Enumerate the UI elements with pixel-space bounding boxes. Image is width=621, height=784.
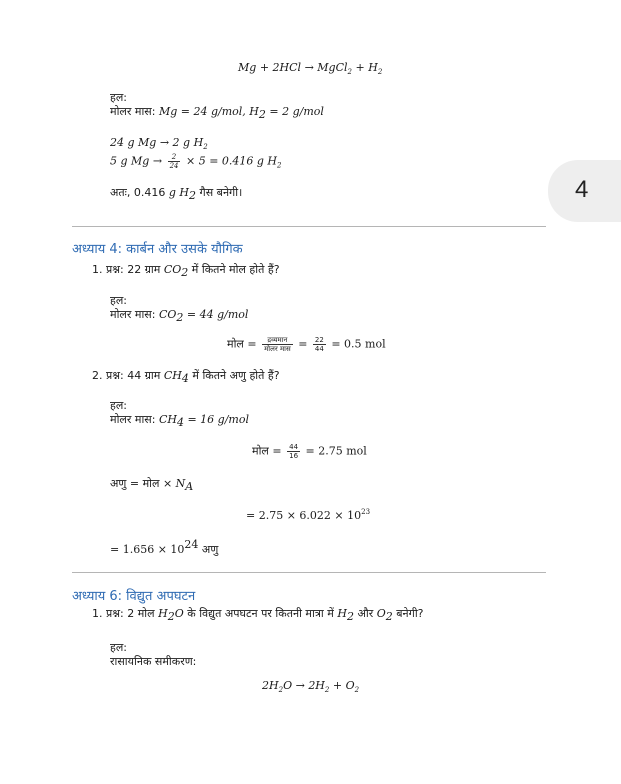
arrow-icon: → bbox=[295, 679, 309, 692]
eq-term-mg: Mg bbox=[238, 61, 257, 74]
fraction bbox=[168, 153, 181, 170]
question-2 bbox=[92, 368, 280, 385]
subscript: 2 bbox=[278, 686, 284, 694]
calc-result: × 5 = 0.416 g H bbox=[185, 154, 278, 168]
mole-result: = 2.75 mol bbox=[305, 444, 367, 458]
question-text: बनेगी? bbox=[396, 607, 424, 620]
eq-term-water-o: O bbox=[283, 679, 293, 692]
fraction-denominator: मोलर मास bbox=[264, 345, 291, 353]
subscript: 2 bbox=[385, 610, 393, 623]
formula-co2: CO bbox=[163, 263, 182, 276]
molecules-formula-line bbox=[110, 476, 193, 493]
formula-o: O bbox=[376, 607, 386, 620]
conclusion-suffix: गैस बनेगी। bbox=[199, 186, 243, 199]
calc-line bbox=[110, 153, 282, 170]
formula-ch4: CH bbox=[163, 369, 182, 382]
eq-term-oxygen: O bbox=[345, 679, 355, 692]
conclusion-prefix: अतः, 0.416 bbox=[110, 186, 166, 199]
mole-label: मोल = bbox=[227, 337, 257, 351]
subscript: 2 bbox=[377, 68, 383, 76]
calc-prefix: 5 g Mg → bbox=[110, 154, 163, 168]
mole-calc-line bbox=[252, 443, 367, 460]
page-number: 4 bbox=[575, 176, 589, 203]
formula-o: O bbox=[174, 607, 184, 620]
solution-label: हल: bbox=[110, 91, 128, 104]
molecules-label: अणु = मोल × bbox=[110, 477, 173, 490]
calc-expression: = 2.75 × 6.022 × 10 bbox=[246, 509, 362, 522]
fraction-numerator: द्रव्यमान bbox=[262, 336, 293, 345]
molar-mass-label: मोलर मास: bbox=[110, 308, 156, 321]
conclusion-line bbox=[110, 185, 242, 202]
fraction-numerator: 22 bbox=[314, 336, 324, 344]
superscript: 23 bbox=[361, 508, 371, 516]
solution-label: हल: bbox=[110, 294, 128, 307]
question-text: 2. प्रश्न: 44 ग्राम bbox=[92, 369, 161, 382]
subscript: 2 bbox=[346, 610, 354, 623]
fraction-numerator: 44 bbox=[289, 443, 299, 451]
molar-mass-value: Mg = 24 g/mol, H bbox=[158, 105, 259, 118]
subscript: 2 bbox=[189, 189, 197, 202]
molar-mass-line bbox=[110, 104, 324, 121]
ratio-text: 24 g Mg → 2 g H bbox=[110, 136, 204, 149]
question-1 bbox=[92, 262, 280, 279]
solution-label: हल: bbox=[110, 399, 128, 412]
divider bbox=[72, 226, 546, 227]
formula-h: H bbox=[337, 607, 347, 620]
chapter-4-heading: अध्याय 4: कार्बन और उसके यौगिक bbox=[72, 242, 243, 257]
subscript: A bbox=[185, 480, 194, 493]
molar-mass-tail: = 2 g/mol bbox=[269, 105, 324, 118]
subscript: 2 bbox=[167, 610, 175, 623]
formula-h: H bbox=[158, 607, 168, 620]
chapter-6-heading: अध्याय 6: विद्युत अपघटन bbox=[72, 589, 196, 604]
divider bbox=[72, 572, 546, 573]
fraction-values bbox=[313, 336, 326, 353]
question-text: 1. प्रश्न: 22 ग्राम bbox=[92, 263, 161, 276]
arrow-icon: → bbox=[304, 61, 318, 74]
subscript: 2 bbox=[181, 266, 189, 279]
eq-term-mgcl: MgCl bbox=[317, 61, 348, 74]
fraction-denominator: 44 bbox=[314, 345, 324, 353]
conclusion-math: g H bbox=[168, 186, 190, 199]
question-text: में कितने अणु होते हैं? bbox=[192, 369, 280, 382]
eq-term-h: H bbox=[368, 61, 378, 74]
subscript: 2 bbox=[176, 311, 184, 324]
subscript: 4 bbox=[181, 372, 189, 385]
eq-term-hcl: 2HCl bbox=[272, 61, 302, 74]
subscript: 2 bbox=[354, 686, 360, 694]
subscript: 2 bbox=[324, 686, 330, 694]
molar-mass-label: मोलर मास: bbox=[110, 105, 156, 118]
result-unit: अणु bbox=[201, 543, 219, 556]
plus-sign: + bbox=[259, 61, 273, 74]
mole-calc-line bbox=[227, 336, 386, 353]
molecules-calc-line bbox=[246, 508, 370, 522]
question-1 bbox=[92, 606, 424, 623]
equation-mg-hcl bbox=[238, 61, 382, 76]
molecules-result-line bbox=[110, 538, 218, 557]
subscript: 4 bbox=[176, 416, 184, 429]
eq-term-hydrogen: 2H bbox=[308, 679, 325, 692]
superscript: 24 bbox=[184, 538, 199, 551]
avogadro-symbol: N bbox=[175, 477, 186, 490]
subscript: 2 bbox=[347, 68, 352, 76]
subscript: 2 bbox=[258, 108, 266, 121]
question-text: 1. प्रश्न: 2 मोल bbox=[92, 607, 155, 620]
solution-label: हल: bbox=[110, 641, 128, 654]
conjunction: और bbox=[357, 607, 374, 620]
formula-ch4: CH bbox=[158, 413, 177, 426]
equals-sign: = bbox=[298, 337, 308, 351]
molar-mass-value: = 44 g/mol bbox=[186, 308, 249, 321]
fraction-denominator: 16 bbox=[289, 452, 299, 460]
eq-term-water: 2H bbox=[262, 679, 279, 692]
ratio-line bbox=[110, 136, 208, 151]
molar-mass-value: = 16 g/mol bbox=[187, 413, 249, 426]
fraction-mass-over-molar bbox=[262, 336, 293, 353]
reaction-label: रासायनिक समीकरण: bbox=[110, 655, 197, 668]
result-expression: = 1.656 × 10 bbox=[110, 543, 185, 556]
fraction-values bbox=[287, 443, 300, 460]
plus-sign: + bbox=[355, 61, 369, 74]
fraction-numerator: 2 bbox=[168, 153, 181, 162]
mole-label: मोल = bbox=[252, 444, 282, 458]
electrolysis-equation bbox=[262, 679, 359, 694]
plus-sign: + bbox=[332, 679, 346, 692]
mole-result: = 0.5 mol bbox=[331, 337, 386, 351]
molar-mass-label: मोलर मास: bbox=[110, 413, 156, 426]
molar-mass-line bbox=[110, 307, 248, 324]
fraction-denominator: 24 bbox=[169, 162, 179, 170]
formula-co2: CO bbox=[158, 308, 177, 321]
subscript: 2 bbox=[203, 143, 208, 151]
subscript: 2 bbox=[277, 161, 282, 170]
molar-mass-line bbox=[110, 412, 249, 429]
question-text: के विद्युत अपघटन पर कितनी मात्रा में bbox=[187, 607, 334, 620]
question-text: में कितने मोल होते हैं? bbox=[191, 263, 280, 276]
